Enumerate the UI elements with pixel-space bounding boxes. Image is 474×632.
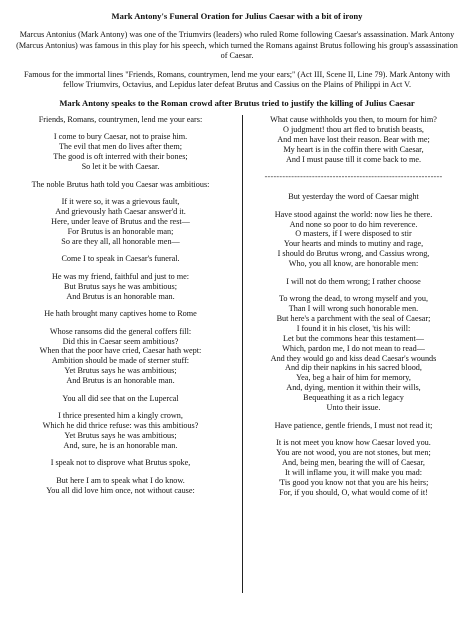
stanza bbox=[10, 411, 231, 451]
page-title: Mark Antony's Funeral Oration for Julius Caesar with a bit of irony bbox=[111, 11, 363, 21]
verse-line: Friends, Romans, countrymen, lend me your ears: bbox=[38, 114, 203, 124]
verse-line: Which he did thrice refuse: was this ambitious? bbox=[42, 421, 199, 431]
verse-line: Here, under leave of Brutus and the rest— bbox=[51, 217, 190, 226]
stanza bbox=[243, 277, 464, 287]
verse-line: And Brutus is an honorable man. bbox=[66, 376, 175, 386]
right-column bbox=[237, 115, 464, 505]
stanza bbox=[10, 115, 231, 125]
verse-line: I will not do them wrong; I rather choose bbox=[286, 276, 421, 286]
verse-line: I found it in his closet, 'tis his will: bbox=[296, 323, 411, 333]
stanza bbox=[243, 294, 464, 413]
verse-line: O masters, if I were disposed to stir bbox=[295, 229, 412, 239]
verse-line: And, being men, bearing the will of Caesar, bbox=[282, 457, 425, 467]
verse-line: I should do Brutus wrong, and Cassius wrong, bbox=[277, 249, 430, 259]
stanza bbox=[243, 438, 464, 497]
stanza bbox=[243, 421, 464, 431]
column-divider bbox=[242, 115, 243, 593]
verse-line: O judgment! thou art fled to brutish beasts, bbox=[283, 124, 424, 134]
verse-line: When that the poor have cried, Caesar hath wept: bbox=[39, 346, 202, 356]
verse-line: The evil that men do lives after them; bbox=[58, 142, 182, 152]
verse-line: And they would go and kiss dead Caesar's wounds bbox=[270, 353, 437, 363]
verse-line: Did this in Caesar seem ambitious? bbox=[62, 336, 179, 346]
verse-line: It is not meet you know how Caesar loved you. bbox=[276, 438, 431, 448]
verse-line: Yet Brutus says he was ambitious; bbox=[64, 430, 177, 440]
verse-line: You are not wood, you are not stones, but men; bbox=[276, 448, 431, 457]
intro-paragraph: Marcus Antonius (Mark Antony) was one of the Triumvirs (leaders) who ruled Rome following Caesar's assassination. Mark Antony (Marcus Antonius) was famous in this play for his speech, which turned the Romans against Brutus following his group's assassination of Caesar. bbox=[16, 30, 458, 61]
verse-line: It will inflame you, it will make you mad: bbox=[284, 467, 423, 477]
verse-line: And Brutus is an honorable man. bbox=[66, 291, 175, 301]
stanza bbox=[10, 254, 231, 264]
verse-line: But here I am to speak what I do know. bbox=[56, 475, 185, 485]
verse-line: You all did see that on the Lupercal bbox=[62, 393, 179, 403]
verse-line: Who, you all know, are honorable men: bbox=[288, 259, 419, 269]
stanza bbox=[243, 192, 464, 202]
stanza bbox=[10, 327, 231, 386]
right-column-top bbox=[243, 115, 464, 165]
verse-line: So are they all, all honorable men— bbox=[61, 236, 180, 246]
speech-subheading: Mark Antony speaks to the Roman crowd after Brutus tried to justify the killing of Julius Caesar bbox=[59, 97, 415, 108]
verse-line: So let it be with Caesar. bbox=[81, 162, 160, 172]
stanza bbox=[10, 458, 231, 468]
verse-line: Than I will wrong such honorable men. bbox=[288, 304, 419, 314]
stanza bbox=[243, 210, 464, 269]
verse-line: Have stood against the world: now lies he there. bbox=[274, 209, 433, 219]
verse-line: For Brutus is an honorable man; bbox=[67, 226, 174, 236]
verse-line: Unto their issue. bbox=[326, 403, 381, 413]
left-column bbox=[10, 115, 237, 505]
verse-line: He hath brought many captives home to Rome bbox=[44, 309, 197, 319]
verse-line: And dip their napkins in his sacred blood, bbox=[285, 363, 422, 373]
stanza bbox=[10, 132, 231, 172]
verse-line: Yea, beg a hair of him for memory, bbox=[296, 373, 411, 383]
verse-line: But Brutus says he was ambitious; bbox=[63, 281, 178, 291]
verse-line: Let but the commons hear this testament— bbox=[283, 333, 424, 343]
verse-line: The good is oft interred with their bones; bbox=[53, 152, 188, 162]
verse-line: And, sure, he is an honorable man. bbox=[63, 440, 178, 450]
verse-line: Whose ransoms did the general coffers fill: bbox=[49, 326, 192, 336]
verse-line: Which, pardon me, I do not mean to read— bbox=[282, 343, 425, 353]
verse-line: Ambition should be made of sterner stuff: bbox=[51, 356, 190, 366]
stanza bbox=[10, 309, 231, 319]
right-column-bottom bbox=[243, 192, 464, 497]
verse-line: And, dying, mention it within their wills, bbox=[286, 383, 421, 393]
verse-line: But here's a parchment with the seal of Caesar; bbox=[276, 313, 431, 323]
verse-line: To wrong the dead, to wrong myself and you, bbox=[278, 294, 429, 304]
verse-line: I thrice presented him a kingly crown, bbox=[58, 411, 183, 421]
speech-columns bbox=[10, 115, 464, 505]
verse-line: Yet Brutus says he was ambitious; bbox=[64, 366, 177, 376]
verse-line: What cause withholds you then, to mourn for him? bbox=[270, 114, 437, 124]
verse-line: And men have lost their reason. Bear with me; bbox=[277, 134, 430, 144]
verse-line: He was my friend, faithful and just to me: bbox=[51, 271, 190, 281]
verse-line: And grievously hath Caesar answer'd it. bbox=[55, 207, 186, 217]
stanza bbox=[10, 476, 231, 496]
stanza bbox=[243, 115, 464, 165]
verse-line: The noble Brutus hath told you Caesar was ambitious: bbox=[31, 179, 210, 189]
verse-line: I speak not to disprove what Brutus spoke, bbox=[50, 458, 191, 468]
verse-line: If it were so, it was a grievous fault, bbox=[61, 197, 180, 207]
famous-lines-paragraph: Famous for the immortal lines "Friends, Romans, countrymen, lend me your ears;" (Act III, Scene II, Line 79). Mark Antony with fellow Triumvirs, Octavius, and Lepidus later defeat Brutus and Cassius on the Plains of Philippi in Act V. bbox=[24, 69, 450, 90]
verse-line: You all did love him once, not without cause: bbox=[46, 485, 195, 495]
verse-line: But yesterday the word of Caesar might bbox=[288, 192, 419, 202]
stanza bbox=[10, 394, 231, 404]
verse-line: And none so poor to do him reverence. bbox=[289, 219, 418, 229]
verse-line: And I must pause till it come back to me. bbox=[285, 154, 422, 164]
section-separator: ------------------------------------------------------------ bbox=[264, 172, 443, 182]
verse-line: Come I to speak in Caesar's funeral. bbox=[61, 254, 180, 264]
verse-line: I come to bury Caesar, not to praise him. bbox=[53, 132, 188, 142]
verse-line: Bequeathing it as a rich legacy bbox=[303, 393, 404, 403]
verse-line: For, if you should, O, what would come of it! bbox=[279, 487, 428, 497]
verse-line: Have patience, gentle friends, I must not read it; bbox=[274, 420, 433, 430]
verse-line: 'Tis good you know not that you are his heirs; bbox=[278, 477, 429, 487]
verse-line: Your hearts and minds to mutiny and rage, bbox=[283, 239, 424, 249]
stanza bbox=[10, 180, 231, 190]
verse-line: My heart is in the coffin there with Caesar, bbox=[283, 144, 424, 154]
stanza bbox=[10, 272, 231, 302]
stanza bbox=[10, 197, 231, 247]
